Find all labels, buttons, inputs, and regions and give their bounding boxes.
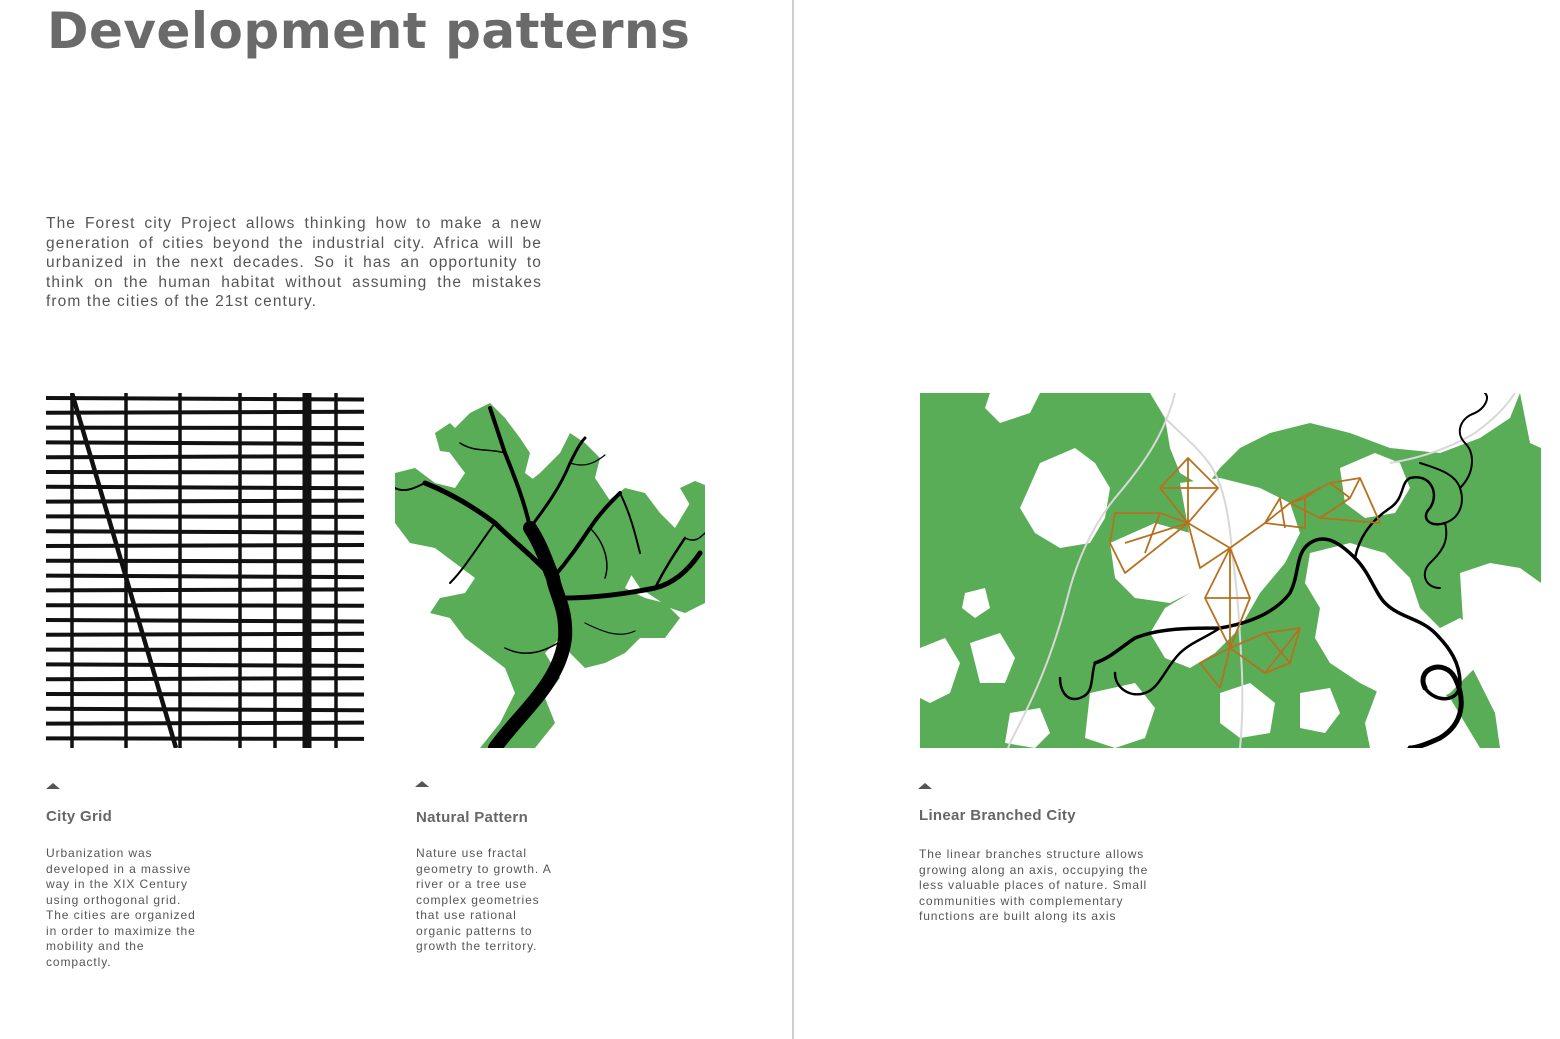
caption-marker-icon bbox=[46, 783, 60, 789]
linear-branched-city-description: The linear branches structure allows growing along an axis, occupying the less valuable places of nature. Small communities with complementary functions are built along its axis bbox=[919, 847, 1149, 923]
grid-street-horizontal bbox=[46, 428, 364, 429]
linear-branched-city-title: Linear Branched City bbox=[919, 807, 1076, 824]
grid-street-horizontal bbox=[46, 738, 364, 739]
caption-marker-icon bbox=[415, 781, 429, 787]
grid-street-horizontal bbox=[46, 709, 364, 711]
natural-pattern-illustration bbox=[395, 393, 705, 748]
grid-street-horizontal bbox=[46, 664, 364, 666]
grid-street-horizontal bbox=[46, 561, 364, 562]
grid-street-horizontal bbox=[46, 516, 364, 517]
grid-street-horizontal bbox=[46, 442, 364, 444]
city-grid-figure bbox=[46, 393, 364, 748]
page-title: Development patterns bbox=[47, 2, 691, 60]
grid-street-horizontal bbox=[46, 456, 364, 457]
natural-pattern-figure bbox=[395, 393, 705, 748]
grid-street-horizontal bbox=[46, 576, 364, 578]
caption-marker-icon bbox=[918, 783, 932, 789]
grid-street-horizontal bbox=[46, 634, 364, 635]
linear-branched-city-figure bbox=[920, 393, 1541, 748]
page-divider bbox=[792, 0, 794, 1039]
grid-street-horizontal bbox=[46, 589, 364, 590]
grid-street-horizontal bbox=[46, 678, 364, 679]
city-grid-illustration bbox=[46, 393, 364, 748]
grid-street-horizontal bbox=[46, 501, 364, 502]
grid-street-horizontal bbox=[46, 723, 364, 724]
grid-street-horizontal bbox=[46, 545, 364, 546]
grid-street-horizontal bbox=[46, 650, 364, 651]
city-grid-description: Urbanization was developed in a massive way in the XIX Century using orthogonal grid. The cities are organized in order to maximize the mobility and the compactly. bbox=[46, 846, 196, 969]
linear-branched-city-map bbox=[920, 393, 1541, 748]
intro-paragraph: The Forest city Project allows thinking how to make a new generation of cities beyond the industrial city. Africa will be urbanized in the next decades. So it has an opportunity to think on the human habitat without assuming the mistakes from the cities of the 21st century. bbox=[46, 215, 542, 310]
grid-street-horizontal bbox=[46, 398, 364, 400]
grid-street-horizontal bbox=[46, 412, 364, 413]
city-grid-title: City Grid bbox=[46, 808, 113, 825]
grid-street-horizontal bbox=[46, 487, 364, 489]
grid-street-horizontal bbox=[46, 620, 364, 622]
grid-street-horizontal bbox=[46, 531, 364, 533]
grid-street-horizontal bbox=[46, 694, 364, 695]
grid-street-horizontal bbox=[46, 605, 364, 606]
natural-pattern-title: Natural Pattern bbox=[416, 809, 529, 826]
natural-pattern-description: Nature use fractal geometry to growth. A river or a tree use complex geometries that use rational organic patterns to growth the territory. bbox=[416, 846, 551, 953]
